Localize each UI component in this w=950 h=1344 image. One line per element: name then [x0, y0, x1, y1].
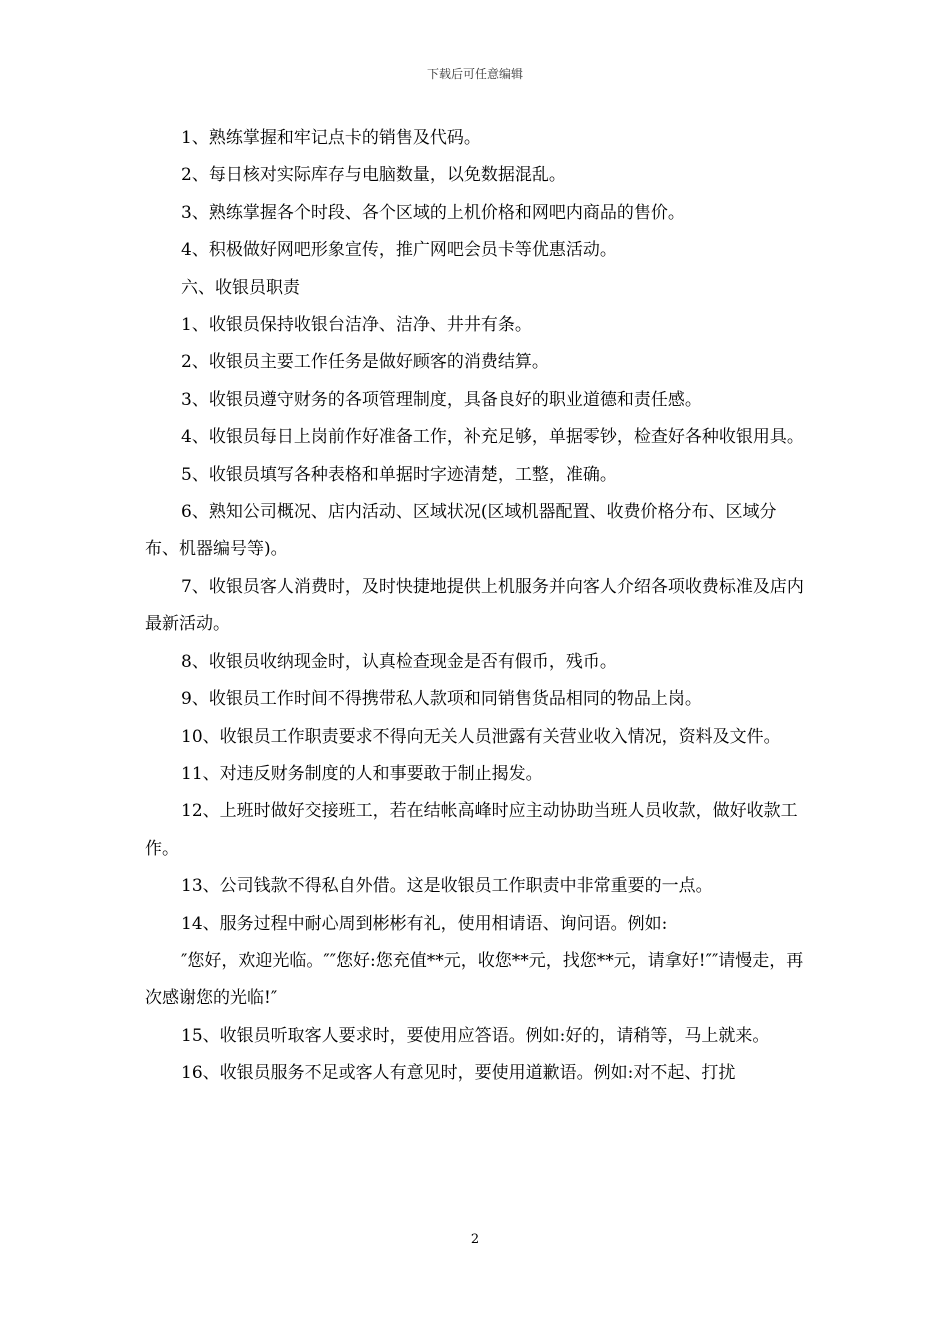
paragraph: 1、熟练掌握和牢记点卡的销售及代码。 [181, 128, 481, 148]
paragraph: 16、收银员服务不足或客人有意见时，要使用道歉语。例如:对不起、打扰 [181, 1063, 736, 1084]
paragraph: 12、上班时做好交接班工，若在结帐高峰时应主动协助当班人员收款，做好收款工作。 [145, 801, 798, 859]
page-number: 2 [470, 1232, 480, 1247]
paragraph: 4、收银员每日上岗前作好准备工作，补充足够，单据零钞，检查好各种收银用具。 [181, 427, 804, 448]
paragraph: 15、收银员听取客人要求时，要使用应答语。例如:好的，请稍等，马上就来。 [181, 1025, 770, 1046]
section-heading: 六、收银员职责 [181, 277, 300, 298]
paragraph: 3、收银员遵守财务的各项管理制度，具备良好的职业道德和责任感。 [181, 389, 702, 410]
paragraph: 2、收银员主要工作任务是做好顾客的消费结算。 [181, 352, 549, 373]
document-body [145, 120, 807, 1093]
page-header: 下载后可任意编辑 [426, 67, 523, 81]
paragraph: 3、熟练掌握各个时段、各个区域的上机价格和网吧内商品的售价。 [181, 202, 685, 223]
paragraph: 8、收银员收纳现金时，认真检查现金是否有假币，残币。 [181, 651, 617, 672]
paragraph: ″您好，欢迎光临。″″您好:您充值**元，收您**元，找您**元，请拿好!″″请慢走，再次感谢您的光临!″ [145, 950, 804, 1009]
paragraph: 4、积极做好网吧形象宣传，推广网吧会员卡等优惠活动。 [181, 240, 617, 261]
paragraph: 2、每日核对实际库存与电脑数量，以免数据混乱。 [181, 165, 566, 186]
paragraph: 9、收银员工作时间不得携带私人款项和同销售货品相同的物品上岗。 [181, 689, 702, 710]
paragraph: 7、收银员客人消费时，及时快捷地提供上机服务并向客人介绍各项收费标准及店内最新活动。 [145, 576, 804, 635]
paragraph: 11、对违反财务制度的人和事要敢于制止揭发。 [181, 763, 543, 784]
paragraph: 1、收银员保持收银台洁净、洁净、井井有条。 [181, 315, 532, 336]
paragraph: 10、收银员工作职责要求不得向无关人员泄露有关营业收入情况，资料及文件。 [181, 726, 781, 747]
paragraph: 6、熟知公司概况、店内活动、区域状况(区域机器配置、收费价格分布、区域分布、机器编号等)。 [145, 502, 777, 560]
paragraph: 13、公司钱款不得私自外借。这是收银员工作职责中非常重要的一点。 [181, 876, 713, 897]
paragraph: 5、收银员填写各种表格和单据时字迹清楚，工整，准确。 [181, 464, 617, 485]
paragraph: 14、服务过程中耐心周到彬彬有礼，使用相请语、询问语。例如: [181, 913, 668, 934]
